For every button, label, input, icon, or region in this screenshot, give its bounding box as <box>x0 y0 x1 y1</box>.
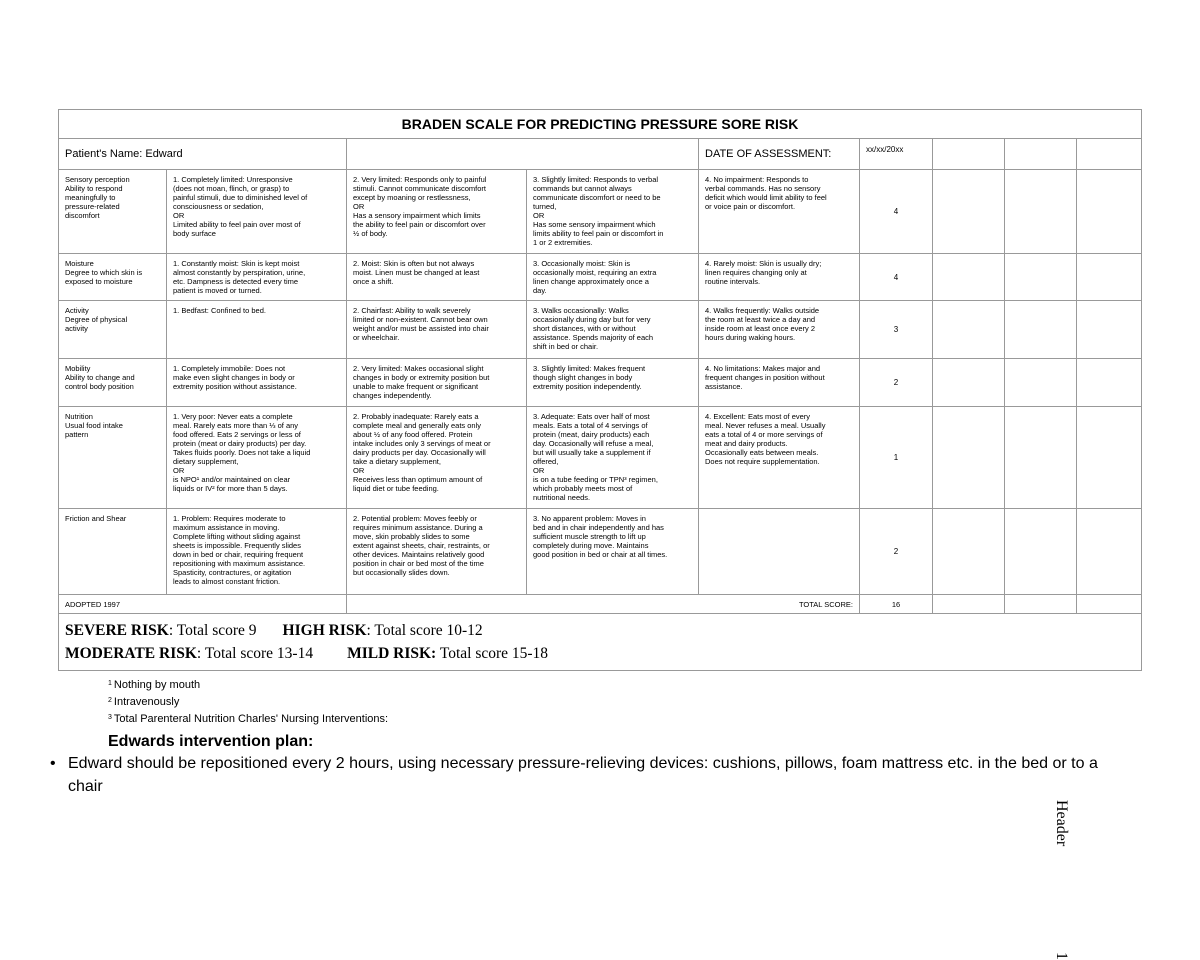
table-row <box>59 359 1142 407</box>
criteria-level-1: 1. Problem: Requires moderate to maximum assistance in moving. Complete lifting without sliding against sheets is impossible. Frequently slides down in bed or chair, requiring frequent repositioning with maximum assistance. Spasticity, contractures, or agitation leads to almost constant friction. <box>167 509 347 595</box>
risk-legend <box>59 614 1142 671</box>
title-row <box>59 110 1142 139</box>
empty-score-cell <box>933 509 1005 595</box>
date-label: DATE OF ASSESSMENT: <box>699 139 860 170</box>
high-risk-text: : Total score 10-12 <box>366 622 483 639</box>
intervention-plan-heading: Edwards intervention plan: <box>108 733 314 750</box>
table-row <box>59 509 1142 595</box>
criteria-level-4: 4. Excellent: Eats most of every meal. Never refuses a meal. Usually eats a total of 4 or more servings of meat and dairy products. Occasionally eats between meals. Does not require supplementation. <box>699 407 860 509</box>
page-number: 1 <box>1053 952 1070 960</box>
date-value: xx/xx/20xx <box>860 139 933 170</box>
criteria-level-2: 2. Chairfast: Ability to walk severely limited or non-existent. Cannot bear own weight and/or must be assisted into chair or wheelchair. <box>347 301 527 359</box>
empty-score-cell <box>1077 509 1142 595</box>
category-cell <box>59 359 167 407</box>
empty-score-cell <box>1005 170 1077 254</box>
empty-total-cell <box>1077 595 1142 614</box>
criteria-level-4: 4. No impairment: Responds to verbal commands. Has no sensory deficit which would limit ability to feel or voice pain or discomfort. <box>699 170 860 254</box>
category-name: Nutrition <box>65 412 93 421</box>
total-score-label: TOTAL SCORE: <box>347 595 860 614</box>
risk-row <box>59 614 1142 671</box>
category-description: Ability to respond meaningfully to pressure-related discomfort <box>65 184 123 220</box>
footnote-mark: 2 <box>108 697 112 704</box>
criteria-level-3: 3. Slightly limited: Responds to verbal commands but cannot always communicate discomfort or need to be turned, OR Has some sensory impairment which limits ability to feel pain or discomfort in 1 or 2 extremities. <box>527 170 699 254</box>
severe-risk-label: SEVERE RISK <box>65 622 169 639</box>
category-name: Friction and Shear <box>65 514 127 523</box>
footnote-text: Nothing by mouth <box>113 679 201 691</box>
category-description: Degree of physical activity <box>65 315 128 333</box>
category-cell <box>59 509 167 595</box>
criteria-level-3: 3. Occasionally moist: Skin is occasionally moist, requiring an extra linen change approximately once a day. <box>527 254 699 301</box>
criteria-level-3: 3. No apparent problem: Moves in bed and in chair independently and has sufficient muscle strength to lift up completely during move. Maintains good position in bed or chair at all times. <box>527 509 699 595</box>
criteria-level-3: 3. Adequate: Eats over half of most meals. Eats a total of 4 servings of protein (meat, dairy products) each day. Occasionally will refuse a meal, but will usually take a supplement if offered, OR is on a tube feeding or TPN³ regimen, which probably meets most of nutritional needs. <box>527 407 699 509</box>
category-description: Usual food intake pattern <box>65 421 123 439</box>
criteria-level-3: 3. Walks occasionally: Walks occasionally during day but for very short distances, with or without assistance. Spends majority of each shift in bed or chair. <box>527 301 699 359</box>
table-row <box>59 254 1142 301</box>
intervention-plan-text: Edward should be repositioned every 2 hours, using necessary pressure-relieving devices: cushions, pillows, foam mattress etc. in the bed or to a chair <box>68 755 1098 795</box>
category-name: Moisture <box>65 259 94 268</box>
criteria-level-2: 2. Probably inadequate: Rarely eats a complete meal and generally eats only about ½ of any food offered. Protein intake includes only 3 servings of meat or dairy products per day. Occasionally will take a dietary supplement, OR Receives less than optimum amount of liquid diet or tube feeding. <box>347 407 527 509</box>
empty-score-cell <box>1005 254 1077 301</box>
table-row <box>59 301 1142 359</box>
criteria-level-2: 2. Very limited: Makes occasional slight changes in body or extremity position but unable to make frequent or significant changes independently. <box>347 359 527 407</box>
category-name: Sensory perception <box>65 175 130 184</box>
total-row <box>59 595 1142 614</box>
empty-score-cell <box>1005 407 1077 509</box>
criteria-level-1: 1. Completely immobile: Does not make even slight changes in body or extremity position without assistance. <box>167 359 347 407</box>
footnote <box>108 693 388 710</box>
date-column-3 <box>1005 139 1077 170</box>
category-name: Mobility <box>65 364 91 373</box>
criteria-level-2: 2. Moist: Skin is often but not always moist. Linen must be changed at least once a shift. <box>347 254 527 301</box>
footnote <box>108 676 388 693</box>
category-cell <box>59 254 167 301</box>
severe-risk-text: : Total score 9 <box>168 622 257 639</box>
score-cell: 1 <box>860 407 933 509</box>
criteria-level-2: 2. Very limited: Responds only to painful stimuli. Cannot communicate discomfort except by moaning or restlessness, OR Has a sensory impairment which limits the ability to feel pain or discomfort over ½ of body. <box>347 170 527 254</box>
criteria-level-4: 4. Walks frequently: Walks outside the room at least twice a day and inside room at least once every 2 hours during waking hours. <box>699 301 860 359</box>
empty-score-cell <box>1077 254 1142 301</box>
empty-score-cell <box>933 301 1005 359</box>
empty-score-cell <box>1005 359 1077 407</box>
criteria-level-4: 4. Rarely moist: Skin is usually dry; linen requires changing only at routine intervals. <box>699 254 860 301</box>
moderate-risk-text: : Total score 13-14 <box>196 645 314 662</box>
mild-risk-label: MILD RISK: <box>347 645 437 662</box>
footnote-mark: 1 <box>108 680 112 687</box>
risk-line-2 <box>65 642 1135 665</box>
total-score-value: 16 <box>860 595 933 614</box>
empty-score-cell <box>933 359 1005 407</box>
empty-score-cell <box>933 254 1005 301</box>
bullet-icon: • <box>50 755 56 772</box>
criteria-level-1: 1. Bedfast: Confined to bed. <box>167 301 347 359</box>
score-cell: 4 <box>860 254 933 301</box>
intervention-plan-item <box>50 752 1135 798</box>
header-text: Header <box>1053 800 1070 847</box>
footnotes <box>108 676 388 727</box>
score-cell: 2 <box>860 509 933 595</box>
moderate-risk-label: MODERATE RISK <box>65 645 197 662</box>
empty-score-cell <box>933 407 1005 509</box>
category-cell <box>59 301 167 359</box>
empty-total-cell <box>933 595 1005 614</box>
empty-score-cell <box>1077 170 1142 254</box>
table-title: BRADEN SCALE FOR PREDICTING PRESSURE SORE RISK <box>59 110 1142 139</box>
empty-total-cell <box>1005 595 1077 614</box>
header-row <box>59 139 1142 170</box>
score-cell: 3 <box>860 301 933 359</box>
category-name: Activity <box>65 306 89 315</box>
mild-risk-text: Total score 15-18 <box>436 645 549 662</box>
empty-score-cell <box>1077 359 1142 407</box>
criteria-level-3: 3. Slightly limited: Makes frequent though slight changes in body extremity position independently. <box>527 359 699 407</box>
footnote-text: Total Parenteral Nutrition Charles' Nursing Interventions: <box>113 713 389 725</box>
braden-scale-table <box>58 109 1142 671</box>
footnote-mark: 3 <box>108 714 112 721</box>
criteria-level-4: 4. No limitations: Makes major and frequent changes in position without assistance. <box>699 359 860 407</box>
risk-line-1 <box>65 619 1135 642</box>
criteria-level-2: 2. Potential problem: Moves feebly or requires minimum assistance. During a move, skin probably slides to some extent against sheets, chair, restraints, or other devices. Maintains relatively good position in chair or bed most of the time but occasionally slides down. <box>347 509 527 595</box>
empty-score-cell <box>1077 301 1142 359</box>
category-cell <box>59 407 167 509</box>
criteria-level-1: 1. Constantly moist: Skin is kept moist almost constantly by perspiration, urine, etc. Dampness is detected every time patient is moved or turned. <box>167 254 347 301</box>
empty-score-cell <box>1077 407 1142 509</box>
table-row <box>59 407 1142 509</box>
date-column-4 <box>1077 139 1142 170</box>
header-blank <box>347 139 699 170</box>
score-cell: 2 <box>860 359 933 407</box>
criteria-level-1: 1. Very poor: Never eats a complete meal. Rarely eats more than ⅓ of any food offered. Eats 2 servings or less of protein (meat or dairy products) per day. Takes fluids poorly. Does not take a liquid dietary supplement, OR is NPO¹ and/or maintained on clear liquids or IV² for more than 5 days. <box>167 407 347 509</box>
category-description: Ability to change and control body position <box>65 373 135 391</box>
criteria-level-1: 1. Completely limited: Unresponsive (does not moan, flinch, or grasp) to painful stimuli, due to diminished level of consciousness or sedation, OR Limited ability to feel pain over most of body surface <box>167 170 347 254</box>
empty-score-cell <box>1005 509 1077 595</box>
table-row <box>59 170 1142 254</box>
empty-score-cell <box>1005 301 1077 359</box>
category-description: Degree to which skin is exposed to moisture <box>65 268 143 286</box>
score-cell: 4 <box>860 170 933 254</box>
category-cell <box>59 170 167 254</box>
page-header-rotated <box>1050 800 1070 960</box>
empty-score-cell <box>933 170 1005 254</box>
patient-name: Patient's Name: Edward <box>59 139 347 170</box>
date-column-2 <box>933 139 1005 170</box>
adopted-year: ADOPTED 1997 <box>59 595 347 614</box>
high-risk-label: HIGH RISK <box>282 622 367 639</box>
footnote <box>108 710 388 727</box>
footnote-text: Intravenously <box>113 696 180 708</box>
criteria-level-4 <box>699 509 860 595</box>
